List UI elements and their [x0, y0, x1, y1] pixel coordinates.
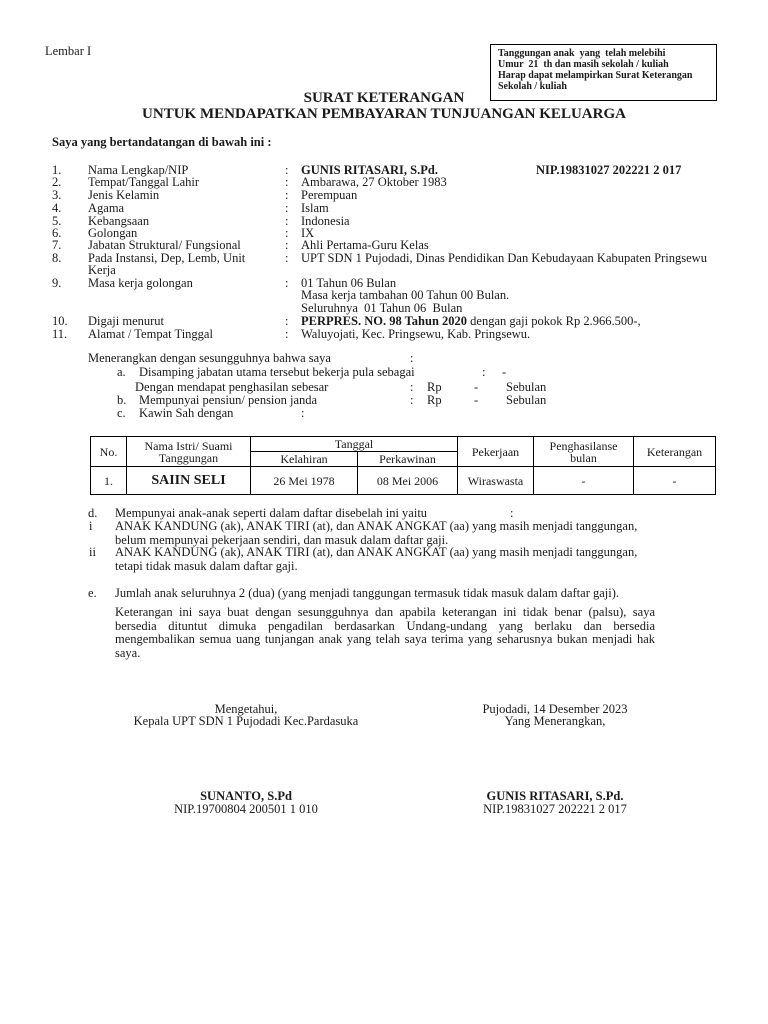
separator: : — [410, 380, 414, 394]
field-value: Perempuan — [301, 188, 358, 202]
notice-line: Harap dapat melampirkan Surat Keterangan — [498, 70, 693, 81]
children-row-e — [0, 587, 768, 600]
left-signature-role: Kepala UPT SDN 1 Pujodadi Kec.Pardasuka — [133, 714, 359, 728]
field-label: Masa kerja golongan — [88, 276, 193, 290]
statement-text: Disamping jabatan utama tersebut bekerja pula sebagai — [139, 365, 415, 379]
field-value: Seluruhnya 01 Tahun 06 Bulan — [301, 301, 463, 315]
children-text: Jumlah anak seluruhnya 2 (dua) (yang menjadi tanggungan termasuk tidak masuk dalam daftar gaji). — [115, 586, 620, 600]
item-marker: c. — [117, 406, 126, 420]
amount-value: - — [474, 380, 479, 394]
regulation-reference: PERPRES. NO. 98 Tahun 2020 — [301, 314, 468, 328]
separator: : — [285, 226, 289, 240]
cell-birth: 26 Mei 1978 — [251, 467, 358, 495]
header-income — [534, 437, 634, 467]
identity-row — [0, 276, 768, 315]
cell-note: - — [634, 467, 716, 495]
cell-name: SAIIN SELI — [127, 467, 251, 495]
field-label: Pada Instansi, Dep, Lemb, Unit — [88, 251, 246, 265]
item-number: 3. — [52, 188, 62, 202]
header-name — [127, 437, 251, 467]
children-text: ANAK KANDUNG (ak), ANAK TIRI (at), dan ANAK ANGKAT (aa) yang masih menjadi tanggungan, — [115, 545, 638, 559]
item-marker: e. — [88, 586, 97, 600]
statement-text: Kawin Sah dengan — [139, 406, 234, 420]
notice-line: Sekolah / kuliah — [498, 81, 567, 92]
field-value: IX — [301, 226, 315, 240]
field-label: Nama Lengkap/NIP — [88, 163, 189, 177]
item-number: 1. — [52, 163, 62, 177]
item-marker: d. — [88, 506, 98, 520]
statement-lead-row — [0, 352, 768, 365]
cell-marriage: 08 Mei 2006 — [358, 467, 458, 495]
field-value: UPT SDN 1 Pujodadi, Dinas Pendidikan Dan Kebudayaan Kabupaten Pringsewu — [301, 251, 707, 265]
header-income-line: Penghasilanse — [549, 438, 618, 453]
separator: : — [285, 314, 289, 328]
field-value: Ambarawa, 27 Oktober 1983 — [301, 175, 447, 189]
statement-row-a — [0, 366, 768, 379]
item-marker: a. — [117, 365, 126, 379]
spouse-table — [90, 436, 716, 495]
separator: : — [285, 175, 289, 189]
item-number: 10. — [52, 314, 68, 328]
amount-value: - — [474, 393, 479, 407]
separator: : — [482, 365, 486, 379]
header-no: No. — [91, 437, 127, 467]
separator: : — [285, 201, 289, 215]
children-row-i — [0, 519, 768, 547]
statement-text: Dengan mendapat penghasilan sebesar — [135, 380, 329, 394]
item-number: 5. — [52, 214, 62, 228]
field-value: Indonesia — [301, 214, 350, 228]
children-text: ANAK KANDUNG (ak), ANAK TIRI (at), dan ANAK ANGKAT (aa) yang masih menjadi tanggungan, — [115, 519, 638, 533]
field-label-continued: Kerja — [88, 263, 116, 277]
statement-row-c — [0, 407, 768, 420]
field-value: Ahli Pertama-Guru Kelas — [301, 238, 429, 252]
table-header-row — [91, 437, 716, 452]
item-number: 8. — [52, 251, 62, 265]
field-label: Tempat/Tanggal Lahir — [88, 175, 200, 189]
children-text: Mempunyai anak-anak seperti dalam daftar disebelah ini yaitu — [115, 506, 428, 520]
identity-row — [0, 251, 768, 277]
cell-job: Wiraswasta — [458, 467, 534, 495]
notice-line: Umur 21 th dan masih sekolah / kuliah — [498, 59, 669, 70]
header-name-line: Tanggungan — [158, 450, 219, 465]
separator: : — [285, 327, 289, 341]
field-label: Jabatan Struktural/ Fungsional — [88, 238, 241, 252]
separator: : — [285, 276, 289, 290]
field-value: Masa kerja tambahan 00 Tahun 00 Bulan. — [301, 288, 510, 302]
right-signature-name: GUNIS RITASARI, S.Pd. — [486, 789, 624, 803]
children-text: tetapi tidak masuk dalam daftar gaji. — [115, 559, 298, 573]
separator: : — [285, 163, 289, 177]
item-number: 7. — [52, 238, 62, 252]
field-label: Kebangsaan — [88, 214, 150, 228]
field-label: Digaji menurut — [88, 314, 165, 328]
left-signature-name: SUNANTO, S.Pd — [200, 789, 292, 803]
separator: : — [285, 188, 289, 202]
item-number: 2. — [52, 175, 62, 189]
field-value: GUNIS RITASARI, S.Pd. — [301, 163, 438, 177]
field-value: Waluyojati, Kec. Pringsewu, Kab. Pringsewu. — [301, 327, 531, 341]
field-value: Islam — [301, 201, 329, 215]
item-marker: ii — [89, 545, 96, 559]
right-signature-nip: NIP.19831027 202221 2 017 — [483, 802, 627, 816]
declaration-paragraph: Keterangan ini saya buat dengan sesungguhnya dan apabila keterangan ini tidak benar (palsu), saya bersedia dituntut dimuka pengadilan berdasarkan Undang-undang yang berlaku dan bersedia mengembalikan semua uang tunjangan anak yang telah saya terima yang seharusnya bukan menjadi hak saya. — [115, 605, 655, 661]
separator: : — [285, 214, 289, 228]
left-signature-intro: Mengetahui, — [214, 702, 278, 716]
item-marker: i — [89, 519, 93, 533]
cell-no: 1. — [91, 467, 127, 495]
nip-value: NIP.19831027 202221 2 017 — [536, 163, 682, 177]
field-label: Alamat / Tempat Tinggal — [88, 327, 213, 341]
statement-row-income — [0, 381, 768, 394]
sheet-label: Lembar I — [45, 44, 92, 58]
document-subtitle: UNTUK MENDAPATKAN PEMBAYARAN TUNJUANGAN KELUARGA — [142, 106, 626, 122]
item-number: 9. — [52, 276, 62, 290]
header-date-group: Tanggal — [251, 437, 458, 452]
period-label: Sebulan — [506, 393, 547, 407]
cell-income: - — [534, 467, 634, 495]
field-label: Jenis Kelamin — [88, 188, 160, 202]
currency-label: Rp — [427, 393, 442, 407]
header-name-line: Nama Istri/ Suami — [144, 438, 233, 453]
right-signature-place-date: Pujodadi, 14 Desember 2023 — [482, 702, 628, 716]
field-value: 01 Tahun 06 Bulan — [301, 276, 397, 290]
field-label: Agama — [88, 201, 125, 215]
item-number: 6. — [52, 226, 62, 240]
statement-text: Mempunyai pensiun/ pension janda — [139, 393, 318, 407]
separator: : — [301, 406, 305, 420]
identity-row — [0, 328, 768, 341]
right-signature-role: Yang Menerangkan, — [504, 714, 606, 728]
separator: : — [410, 351, 414, 365]
separator: : — [285, 238, 289, 252]
separator: : — [285, 251, 289, 265]
item-number: 11. — [52, 327, 68, 341]
header-birth: Kelahiran — [251, 452, 358, 467]
header-note: Keterangan — [634, 437, 716, 467]
statement-lead: Menerangkan dengan sesungguhnya bahwa saya — [88, 351, 331, 365]
children-row-ii — [0, 545, 768, 573]
currency-label: Rp — [427, 380, 442, 394]
children-text: belum mempunyai pekerjaan sendiri, dan masuk dalam daftar gaji. — [115, 533, 449, 547]
left-signature-nip: NIP.19700804 200501 1 010 — [174, 802, 318, 816]
period-label: Sebulan — [506, 380, 547, 394]
salary-text: dengan gaji pokok Rp 2.966.500-, — [470, 314, 641, 328]
notice-line: Tanggungan anak yang telah melebihi — [498, 48, 666, 59]
separator: : — [510, 506, 514, 520]
intro-text: Saya yang bertandatangan di bawah ini : — [52, 135, 272, 149]
item-number: 4. — [52, 201, 62, 215]
document-title: SURAT KETERANGAN — [303, 90, 465, 106]
table-row — [91, 467, 716, 495]
statement-value: - — [502, 365, 507, 379]
header-marriage: Perkawinan — [358, 452, 458, 467]
statement-row-b — [0, 394, 768, 407]
header-job: Pekerjaan — [458, 437, 534, 467]
header-income-line: bulan — [570, 450, 597, 465]
field-label: Golongan — [88, 226, 138, 240]
separator: : — [410, 393, 414, 407]
item-marker: b. — [117, 393, 127, 407]
